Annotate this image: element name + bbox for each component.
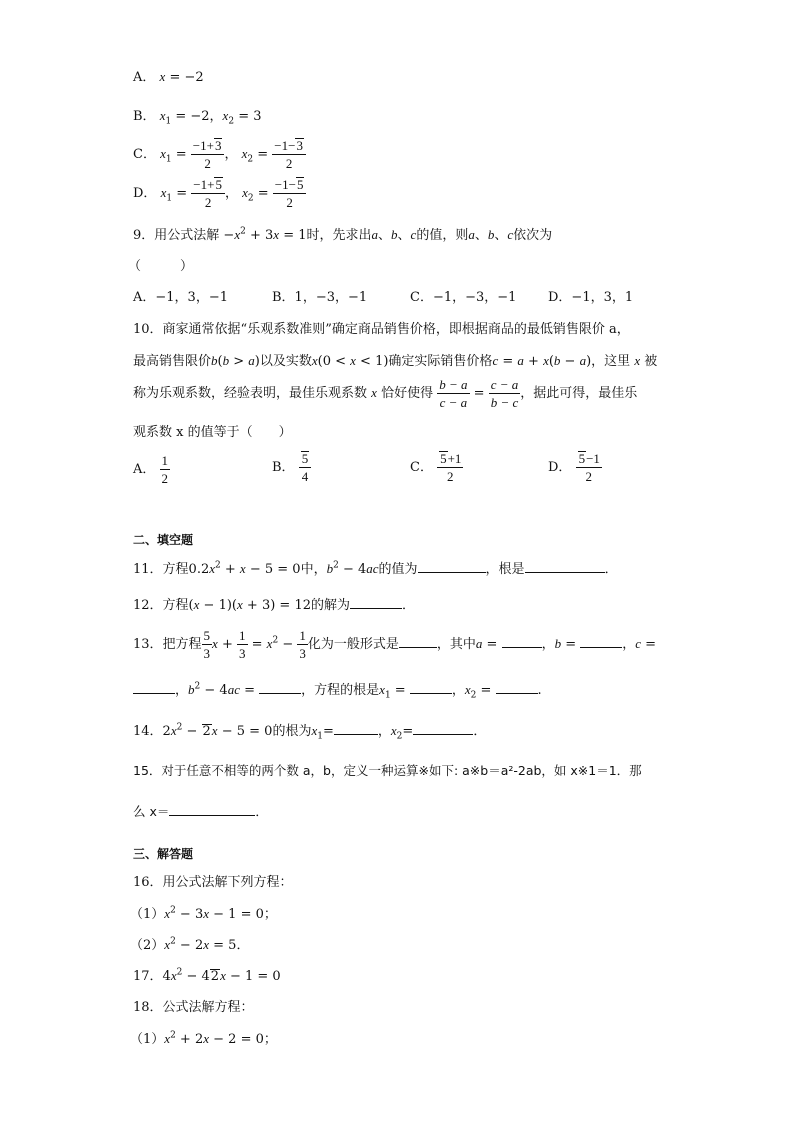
question-text: 12．方程 <box>133 598 189 613</box>
q8-option-d: D． $x_1$ = $\frac{-1+5}{2}$ ， $x_2$ = $\frac{-1-5}{2}$ <box>133 176 306 211</box>
question-text: 中， <box>300 562 327 577</box>
question-16-part1: $(1)x^2 - 3x - 1 = 0$； <box>130 905 277 922</box>
answer-blank[interactable] <box>259 683 301 694</box>
question-text: 时，先求出 <box>306 228 372 243</box>
question-text: 的解为 <box>311 598 351 613</box>
question-text: ，根是 <box>485 562 525 577</box>
part-label: （1） <box>130 907 165 922</box>
question-10-line4: 观系数 x 的值等于（ ） <box>133 425 292 440</box>
question-text: ，其中 <box>436 637 476 652</box>
answer-blank[interactable] <box>525 562 605 573</box>
option-label: C． <box>410 460 433 475</box>
question-text: 13．把方程 <box>133 637 202 652</box>
answer-blank[interactable] <box>399 637 437 648</box>
question-text: 称为乐观系数，经验表明，最佳乐观系数 <box>133 386 368 401</box>
question-text: ． <box>473 724 487 739</box>
question-13-line1: 13．把方程 $\frac{5}{3}$ x + $\frac{1}{3}$ = $x^2$ − $\frac{1}{3}$ 化为一般形式是 ，其中a = ，b = ，c = <box>133 628 657 661</box>
part-label: （2） <box>130 938 165 953</box>
question-18-part1: $(1)x^2 + 2x - 2 = 0$； <box>130 1030 277 1047</box>
question-16-part2: $(2)x^2 - 2x = 5$． <box>130 936 250 953</box>
question-text: ，据此可得，最佳乐 <box>520 386 638 401</box>
question-text: 以及实数 <box>259 354 312 369</box>
q9-option-a: A．−1，3，−1 <box>133 290 228 305</box>
answer-blank[interactable] <box>410 683 452 694</box>
question-text: 被 <box>644 354 658 369</box>
question-text: ． <box>402 598 416 613</box>
part-label: （1） <box>130 1032 165 1047</box>
q9-option-d: D．−1，3，1 <box>548 290 634 305</box>
q10-option-d: D． $\frac{5-1}{2}$ <box>548 451 600 484</box>
option-label: B． <box>272 460 295 475</box>
question-text: 确定实际销售价格 <box>388 354 493 369</box>
q8-option-b: B． $x_1 = -2$，$x_2 = 3$ <box>133 108 262 127</box>
question-10-line2: 最高销售限价b(b > a)以及实数x(0 < x < 1)确定实际销售价格c = a + x(b − a)，这里 x 被 <box>133 353 658 369</box>
answer-blank[interactable] <box>580 637 622 648</box>
question-15-line2 <box>133 802 268 820</box>
q10-option-b: B． $\frac{5}{4}$ <box>272 450 311 485</box>
question-text: ． <box>255 804 268 819</box>
question-18-title: 18．公式法解方程： <box>133 1000 254 1015</box>
question-17: 17．$4x^2 - 42x - 1 = 0$ <box>133 967 281 984</box>
question-10-line3: 称为乐观系数，经验表明，最佳乐观系数 x 恰好使得 $\frac{b - a}{c - a}$ = $\frac{c - a}{b - c}$ ，据此可得，最佳乐 <box>133 377 638 410</box>
question-text: 依次为 <box>513 228 553 243</box>
question-number: 9． <box>133 228 155 243</box>
option-label: B． <box>133 109 156 124</box>
section-3-title: 三、解答题 <box>133 847 194 861</box>
section-2-title: 二、填空题 <box>133 533 194 547</box>
question-text: 的值，则 <box>416 228 469 243</box>
question-text: 用公式法解 <box>154 228 220 243</box>
q8-option-c: C． $x_1$ = $\frac{-1+3}{2}$ ， $x_2$ = $\frac{-1-3}{2}$ <box>133 137 306 172</box>
answer-blank[interactable] <box>413 724 473 735</box>
q10-option-a: A． $\frac{1}{2}$ <box>133 453 169 486</box>
question-text: 14． <box>133 724 163 739</box>
question-text: 的根为 <box>272 724 312 739</box>
question-text: ． <box>604 562 618 577</box>
option-label: D． <box>133 186 157 201</box>
q9-option-c: C．−1，−3，−1 <box>410 290 517 305</box>
question-10-line1: 10．商家通常依据“乐观系数准则”确定商品销售价格，即根据商品的最低销售限价 a， <box>133 322 630 337</box>
question-text: 的值为 <box>378 562 418 577</box>
question-number: 17． <box>133 969 163 984</box>
answer-blank[interactable] <box>418 562 486 573</box>
question-9: 9．用公式法解 $-x^2 + 3x = 1$时，先求出a、b、c的值，则a、b、c依次为 <box>133 226 553 243</box>
question-12: 12．方程(x − 1)(x + 3) = 12的解为 ． <box>133 597 416 613</box>
question-text: ，方程的根是 <box>301 683 380 698</box>
question-13-line2: ，$b^2 - 4ac$ = ，方程的根是$x_1$ = ，$x_2$ = . <box>133 679 542 701</box>
question-text: 11．方程 <box>133 562 189 577</box>
question-text: 最高销售限价 <box>133 354 212 369</box>
question-15-line1: 15．对于任意不相等的两个数 a，b，定义一种运算※如下: a※b＝a²-2ab，如 x※1＝1．那 <box>133 763 642 778</box>
q10-option-c: C． $\frac{5+1}{2}$ <box>410 451 462 484</box>
answer-blank[interactable] <box>496 683 538 694</box>
answer-blank[interactable] <box>133 683 175 694</box>
question-14: 14．$2x^2 - 2x - 5 = 0$的根为$x_1=$ ，$x_2=$ ． <box>133 722 487 742</box>
option-label: D． <box>548 460 572 475</box>
question-text: 恰好使得 <box>381 386 434 401</box>
question-11: 11．方程$0.2x^2 + x - 5 = 0$中，$b^2 - 4ac$的值为 ，根是 ． <box>133 560 618 577</box>
question-9-paren: （ ） <box>128 259 194 274</box>
question-text: 化为一般形式是 <box>307 637 399 652</box>
option-label: A． <box>133 70 156 85</box>
option-label: C． <box>133 147 156 162</box>
answer-blank[interactable] <box>350 598 402 609</box>
q9-option-b: B．1，−3，−1 <box>272 290 368 305</box>
question-16-title: 16．用公式法解下列方程： <box>133 875 293 890</box>
answer-blank[interactable] <box>169 805 255 816</box>
q8-option-a: A． x = −2 <box>133 69 204 85</box>
option-label: A． <box>133 462 156 477</box>
answer-blank[interactable] <box>502 637 542 648</box>
question-text: 么 x＝ <box>133 804 170 819</box>
answer-blank[interactable] <box>334 724 378 735</box>
question-text: ，这里 <box>591 354 631 369</box>
